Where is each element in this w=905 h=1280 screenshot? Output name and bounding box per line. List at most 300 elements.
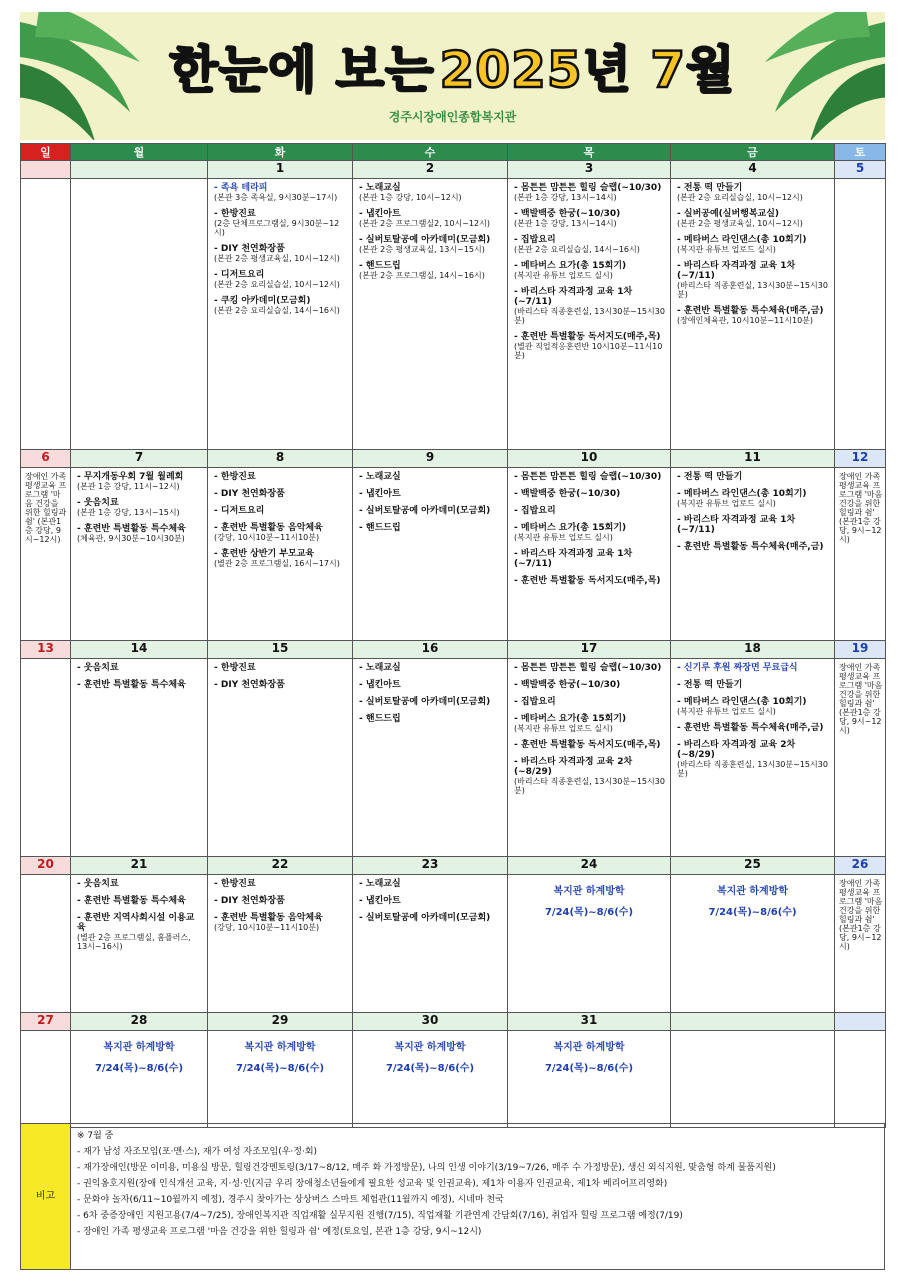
- event-item: [359, 663, 503, 673]
- date-number: 10: [508, 450, 671, 468]
- date-number: 9: [353, 450, 508, 468]
- event-list: [353, 875, 507, 932]
- content-row: [21, 468, 886, 641]
- day-cell: [508, 875, 671, 1013]
- event-title: - 노래교실: [359, 472, 401, 482]
- date-number: 7: [71, 450, 208, 468]
- event-item: [214, 879, 348, 889]
- event-item: [514, 472, 666, 482]
- vacation-line: 복지관 하계방학: [244, 1042, 316, 1053]
- event-detail: (바리스타 직종훈련실, 13시30분~15시30분): [677, 281, 828, 299]
- date-number: [21, 161, 71, 179]
- event-title: - 바리스타 자격과정 교육 1차(~7/11): [514, 287, 633, 307]
- event-title: - 실버토탈공예 아카데미(모금회): [359, 697, 491, 707]
- event-title: - 실버토탈공예 아카데미(모금회): [359, 506, 491, 516]
- event-item: [214, 549, 348, 568]
- vacation-notice: [671, 875, 834, 919]
- day-cell: [835, 875, 886, 1013]
- event-item: [214, 270, 348, 289]
- date-number: 27: [21, 1013, 71, 1031]
- event-item: [214, 183, 348, 202]
- event-item: [677, 697, 830, 716]
- vacation-line: 복지관 하계방학: [394, 1042, 466, 1053]
- vacation-line: 복지관 하계방학: [553, 1042, 625, 1053]
- event-item: [677, 261, 830, 299]
- event-item: [677, 680, 830, 690]
- event-title: - 디저트요리: [214, 270, 265, 280]
- event-detail: (별관 직업적응훈련반 10시10분~11시10분): [514, 342, 663, 360]
- event-title: - DIY 천연화장품: [214, 489, 285, 499]
- notes-label: 비고: [21, 1124, 71, 1270]
- weekday-sat: 토: [835, 144, 886, 161]
- note-line: - 6차 중증장애인 지원고용(7/4~7/25), 장애인복지관 직업재활 실무지원 진행(7/15), 직업재활 기관연계 간담회(7/16), 취업자 힐링 프로그램 예정(7/19): [77, 1211, 683, 1221]
- event-item: [214, 913, 348, 932]
- event-detail: (바리스타 직종훈련실, 13시30분~15시30분): [514, 777, 665, 795]
- vacation-notice: [353, 1031, 507, 1075]
- event-item: [514, 740, 666, 750]
- notes-table: [20, 1123, 885, 1270]
- event-title: - 메타버스 요가(총 15회기): [514, 261, 627, 271]
- event-title: - 한방진료: [214, 472, 256, 482]
- event-item: [214, 489, 348, 499]
- date-number: 5: [835, 161, 886, 179]
- event-title: - 웃음치료: [77, 498, 119, 508]
- event-item: [677, 489, 830, 508]
- event-title: - 집밥요리: [514, 235, 556, 245]
- event-title: - 전통 떡 만들기: [677, 680, 743, 690]
- event-item: [514, 489, 666, 499]
- event-detail: (본관 2층 요리실습실, 14시~16시): [514, 245, 640, 254]
- event-item: [677, 209, 830, 228]
- event-title: - 몸튼튼 맘튼튼 힐링 슬랩(~10/30): [514, 472, 662, 482]
- date-row: [21, 450, 886, 468]
- day-cell: [208, 875, 353, 1013]
- event-title: - 핸드드립: [359, 261, 401, 271]
- day-cell: [353, 659, 508, 857]
- event-detail: (복지관 유튜브 업로드 실시): [514, 533, 613, 542]
- date-row: [21, 641, 886, 659]
- event-title: - 디저트요리: [214, 506, 265, 516]
- organization-name: 경주시장애인종합복지관: [388, 110, 517, 124]
- event-item: [214, 506, 348, 516]
- vacation-line: 복지관 하계방학: [553, 886, 625, 897]
- day-cell: [21, 1031, 71, 1128]
- event-item: [77, 498, 203, 517]
- content-row: [21, 875, 886, 1013]
- event-item: [214, 296, 348, 315]
- event-item: [77, 896, 203, 906]
- day-cell: [508, 468, 671, 641]
- note-line: - 문화야 놀자(6/11~10월까지 예정), 경주시 찾아가는 상상버스 스마트 체험관(11월까지 예정), 시네마 천국: [77, 1195, 504, 1205]
- event-title: - 백발백중 한궁(~10/30): [514, 680, 621, 690]
- event-list: [208, 875, 352, 941]
- event-item: [514, 332, 666, 360]
- event-list: [671, 659, 834, 787]
- event-item: [514, 757, 666, 795]
- date-number: 15: [208, 641, 353, 659]
- date-number: 25: [671, 857, 835, 875]
- event-title: - 냅킨아트: [359, 209, 401, 219]
- event-item: [77, 879, 203, 889]
- date-number: 1: [208, 161, 353, 179]
- day-cell: [21, 659, 71, 857]
- event-title: - 웃음치료: [77, 663, 119, 673]
- event-list: [71, 875, 207, 960]
- weekday-mon: 월: [71, 144, 208, 161]
- event-title: - 노래교실: [359, 663, 401, 673]
- event-title: - 훈련반 특별활동 음악체육: [214, 913, 323, 923]
- date-number: 19: [835, 641, 886, 659]
- event-item: [677, 183, 830, 202]
- day-cell: [835, 659, 886, 857]
- event-title: - DIY 천연화장품: [214, 680, 285, 690]
- event-item: [514, 714, 666, 733]
- event-item: [677, 723, 830, 733]
- event-item: [359, 235, 503, 254]
- event-title: - 전통 떡 만들기: [677, 183, 743, 193]
- event-title: - 훈련반 특별활동 독서지도(매주,목): [514, 332, 661, 342]
- event-detail: (본관 2층 요리실습실, 10시~12시): [214, 280, 340, 289]
- event-item: [514, 287, 666, 325]
- date-row: [21, 161, 886, 179]
- event-detail: (본관 1층 강당, 10시~12시): [359, 193, 462, 202]
- event-list: [671, 179, 834, 334]
- date-number: 22: [208, 857, 353, 875]
- event-list: [508, 179, 670, 369]
- event-item: [214, 896, 348, 906]
- date-row: [21, 857, 886, 875]
- vacation-line: 복지관 하계방학: [716, 886, 789, 897]
- event-detail: (바리스타 직종훈련실, 13시30분~15시30분): [514, 307, 665, 325]
- day-cell: [21, 875, 71, 1013]
- day-cell: [21, 179, 71, 450]
- event-title: - 한방진료: [214, 663, 256, 673]
- event-item: [77, 472, 203, 491]
- note-line: - 재가장애인(방문 이미용, 미용실 방문, 힐링건강멘토링(3/17~8/12, 매주 화 가정방문), 나의 인생 이야기(3/19~7/26, 매주 수 가정방문), 생신 외식지원, 맞춤형 하계 물품지원): [77, 1163, 776, 1173]
- event-list: [353, 659, 507, 733]
- event-title: - 바리스타 자격과정 교육 1차(~7/11): [677, 515, 796, 535]
- day-cell: [208, 1031, 353, 1128]
- event-title: - 집밥요리: [514, 697, 556, 707]
- event-title: - 훈련반 특별활동 특수체육: [77, 680, 186, 690]
- event-item: [214, 472, 348, 482]
- event-list: [208, 468, 352, 577]
- date-number: 6: [21, 450, 71, 468]
- event-item: [359, 261, 503, 280]
- date-number: 13: [21, 641, 71, 659]
- event-item: [214, 209, 348, 237]
- event-title: - 한방진료: [214, 209, 256, 219]
- vacation-line: 7/24(목)~8/6(수): [94, 1063, 184, 1074]
- day-cell: [835, 468, 886, 641]
- event-title: - 훈련반 특별활동 특수체육(매주,금): [677, 306, 824, 316]
- date-number: 21: [71, 857, 208, 875]
- event-item: [677, 663, 830, 673]
- event-title: - 백발백중 한궁(~10/30): [514, 209, 621, 219]
- event-item: [214, 244, 348, 263]
- event-detail: (본관 3층 족욕실, 9시30분~17시): [214, 193, 338, 202]
- event-title: - 훈련반 특별활동 특수체육: [77, 524, 186, 534]
- date-number: 2: [353, 161, 508, 179]
- event-item: [359, 896, 503, 906]
- event-item: [514, 549, 666, 569]
- event-title: - 신기루 후원 짜장면 무료급식: [677, 663, 798, 673]
- date-number: 31: [508, 1013, 671, 1031]
- event-title: - 훈련반 특별활동 특수체육(매주,금): [677, 542, 824, 552]
- event-list: [208, 179, 352, 324]
- vacation-line: 7/24(목)~8/6(수): [544, 1063, 634, 1074]
- event-detail: (복지관 유튜브 업로드 실시): [677, 499, 776, 508]
- event-title: - 훈련반 특별활동 특수체육(매주,금): [677, 723, 824, 733]
- day-cell: [671, 468, 835, 641]
- vacation-notice: [508, 875, 670, 919]
- day-cell: [353, 179, 508, 450]
- event-title: - 메타버스 라인댄스(총 10회기): [677, 235, 807, 245]
- content-row: [21, 1031, 886, 1128]
- event-detail: (복지관 유튜브 업로드 실시): [514, 271, 613, 280]
- day-cell: [671, 1031, 835, 1128]
- date-number: 28: [71, 1013, 208, 1031]
- day-cell: [208, 179, 353, 450]
- event-item: [677, 740, 830, 778]
- event-title: - 메타버스 요가(총 15회기): [514, 714, 627, 724]
- date-number: 16: [353, 641, 508, 659]
- event-title: - 메타버스 라인댄스(총 10회기): [677, 489, 807, 499]
- day-cell: [71, 468, 208, 641]
- event-item: [77, 663, 203, 673]
- date-number: 3: [508, 161, 671, 179]
- event-item: [214, 523, 348, 542]
- event-title: - 핸드드립: [359, 714, 401, 724]
- event-title: - 집밥요리: [514, 506, 556, 516]
- event-detail: (본관 2층 평생교육실, 13시~15시): [359, 245, 485, 254]
- day-cell: [353, 875, 508, 1013]
- title-main: 한눈에 보는: [169, 41, 435, 99]
- event-item: [359, 523, 503, 533]
- event-title: - 쿠킹 아카데미(모금회): [214, 296, 311, 306]
- note-line: - 장애인 가족 평생교육 프로그램 '마음 건강을 위한 힐링과 쉼' 예정(토요일, 본관 1층 강당, 9시~12시): [77, 1227, 482, 1237]
- date-number: 18: [671, 641, 835, 659]
- day-cell: [508, 1031, 671, 1128]
- weekday-sun: 일: [21, 144, 71, 161]
- date-number: 23: [353, 857, 508, 875]
- event-detail: (2층 단체프로그램실, 9시30분~12시): [214, 219, 340, 237]
- event-item: [677, 235, 830, 254]
- weekday-thu: 목: [508, 144, 671, 161]
- event-detail: (별관 2층 프로그램실, 16시~17시): [214, 559, 340, 568]
- day-cell: [835, 179, 886, 450]
- content-row: [21, 659, 886, 857]
- event-detail: (강당, 10시10분~11시10분): [214, 533, 320, 542]
- event-item: [514, 576, 666, 586]
- event-list: [208, 659, 352, 699]
- event-item: [77, 524, 203, 543]
- date-number: 30: [353, 1013, 508, 1031]
- event-title: - 몸튼튼 맘튼튼 힐링 슬랩(~10/30): [514, 663, 662, 673]
- event-title: - 한방진료: [214, 879, 256, 889]
- event-detail: (본관 2층 요리실습실, 14시~16시): [214, 306, 340, 315]
- note-line: - 권익옹호지원(장애 인식개선 교육, 지·성·인(지금 우리 장애청소년들에게 필요한 성교육 및 인권교육), 제1차 이용자 인권교육, 제1차 베리어프리영화): [77, 1179, 668, 1189]
- title-banner: [20, 12, 885, 140]
- event-title: - 실버토탈공예 아카데미(모금회): [359, 913, 491, 923]
- event-item: [677, 306, 830, 325]
- notes-body: [71, 1124, 885, 1270]
- date-number: 26: [835, 857, 886, 875]
- event-item: [514, 235, 666, 254]
- event-item: [359, 913, 503, 923]
- event-detail: (체육관, 9시30분~10시30분): [77, 534, 185, 543]
- event-title: - 족욕 테라피: [214, 183, 268, 193]
- event-detail: (본관 1층 강당, 13시~14시): [514, 219, 617, 228]
- date-number: 12: [835, 450, 886, 468]
- event-item: [77, 680, 203, 690]
- weekend-program-note: 장애인 가족 평생교육 프로그램 '마음 건강을 위한 힐링과 쉼' (본관1층 강당, 9시~12시): [839, 663, 883, 735]
- event-title: - 실버토탈공예 아카데미(모금회): [359, 235, 491, 245]
- day-cell: [71, 179, 208, 450]
- weekend-program-note: 장애인 가족 평생교육 프로그램 '마음 건강을 위한 힐링과 쉼' (본관1층 강당, 9시~12시): [839, 472, 883, 544]
- event-detail: (본관 2층 평생교육실, 10시~12시): [677, 219, 803, 228]
- event-list: [353, 179, 507, 289]
- event-title: - 실버공예(실버행복교실): [677, 209, 780, 219]
- event-title: - 훈련반 지역사회시설 이용교육: [77, 913, 195, 933]
- day-cell: [671, 875, 835, 1013]
- event-item: [514, 680, 666, 690]
- date-row: [21, 1013, 886, 1031]
- event-item: [359, 506, 503, 516]
- event-list: [671, 468, 834, 561]
- event-detail: (바리스타 직종훈련실, 13시30분~15시30분): [677, 760, 828, 778]
- event-title: - DIY 천연화장품: [214, 896, 285, 906]
- event-detail: (본관 1층 강당, 11시~12시): [77, 482, 180, 491]
- event-item: [514, 523, 666, 542]
- event-detail: (복지관 유튜브 업로드 실시): [677, 707, 776, 716]
- vacation-line: 7/24(목)~8/6(수): [385, 1063, 475, 1074]
- event-title: - 몸튼튼 맘튼튼 힐링 슬랩(~10/30): [514, 183, 662, 193]
- event-item: [359, 879, 503, 889]
- event-detail: (본관 2층 요리실습실, 10시~12시): [677, 193, 803, 202]
- day-cell: [21, 468, 71, 641]
- event-title: - 무지개동우회 7월 월례회: [77, 472, 184, 482]
- event-detail: (본관 1층 강당, 13시~14시): [514, 193, 617, 202]
- vacation-line: 7/24(목)~8/6(수): [235, 1063, 325, 1074]
- note-line: ※ 7월 중: [77, 1131, 114, 1141]
- event-title: - 훈련반 특별활동 특수체육: [77, 896, 186, 906]
- event-detail: (본관 2층 프로그램실2, 10시~12시): [359, 219, 490, 228]
- day-cell: [208, 468, 353, 641]
- event-item: [359, 697, 503, 707]
- event-item: [214, 663, 348, 673]
- vacation-notice: [71, 1031, 207, 1075]
- event-item: [677, 472, 830, 482]
- event-title: - DIY 천연화장품: [214, 244, 285, 254]
- event-title: - 훈련반 특별활동 음악체육: [214, 523, 323, 533]
- event-title: - 훈련반 특별활동 독서지도(매주,목): [514, 576, 661, 586]
- day-cell: [353, 1031, 508, 1128]
- weekend-program-note: 장애인 가족 평생교육 프로그램 '마음 건강을 위한 힐링과 쉼' (본관1층 강당, 9시~12시): [25, 472, 67, 544]
- calendar-table: [20, 143, 886, 1128]
- date-number: 4: [671, 161, 835, 179]
- event-detail: (장애인체육관, 10시10분~11시10분): [677, 316, 814, 325]
- day-cell: [71, 1031, 208, 1128]
- vacation-line: 복지관 하계방학: [103, 1042, 175, 1053]
- event-item: [514, 209, 666, 228]
- date-number: 8: [208, 450, 353, 468]
- event-title: - 웃음치료: [77, 879, 119, 889]
- event-title: - 노래교실: [359, 183, 401, 193]
- date-number: 20: [21, 857, 71, 875]
- event-title: - 냅킨아트: [359, 489, 401, 499]
- day-cell: [671, 659, 835, 857]
- weekday-fri: 금: [671, 144, 835, 161]
- event-item: [359, 489, 503, 499]
- event-item: [359, 680, 503, 690]
- event-list: [508, 659, 670, 804]
- event-item: [514, 663, 666, 673]
- event-item: [214, 680, 348, 690]
- event-list: [71, 659, 207, 699]
- date-number: 14: [71, 641, 208, 659]
- date-number: 11: [671, 450, 835, 468]
- event-title: - 메타버스 요가(총 15회기): [514, 523, 627, 533]
- day-cell: [508, 179, 671, 450]
- day-cell: [835, 1031, 886, 1128]
- event-title: - 냅킨아트: [359, 680, 401, 690]
- event-title: - 핸드드립: [359, 523, 401, 533]
- date-number: 29: [208, 1013, 353, 1031]
- event-item: [677, 515, 830, 535]
- event-title: - 바리스타 자격과정 교육 2차(~8/29): [677, 740, 796, 760]
- event-title: - 훈련반 특별활동 독서지도(매주,목): [514, 740, 661, 750]
- day-cell: [71, 659, 208, 857]
- day-cell: [508, 659, 671, 857]
- event-list: [71, 468, 207, 552]
- event-title: - 노래교실: [359, 879, 401, 889]
- day-cell: [353, 468, 508, 641]
- vacation-line: 7/24(목)~8/6(수): [708, 907, 797, 918]
- event-item: [677, 542, 830, 552]
- event-detail: (본관 2층 평생교육실, 10시~12시): [214, 254, 340, 263]
- day-cell: [671, 179, 835, 450]
- day-cell: [71, 875, 208, 1013]
- event-detail: (복지관 유튜브 업로드 실시): [677, 245, 776, 254]
- content-row: [21, 179, 886, 450]
- weekday-header-row: [21, 144, 886, 161]
- date-number: [671, 1013, 835, 1031]
- event-item: [359, 209, 503, 228]
- event-item: [359, 183, 503, 202]
- event-item: [77, 913, 203, 951]
- weekend-program-note: 장애인 가족 평생교육 프로그램 '마음 건강을 위한 힐링과 쉼' (본관1층 강당, 9시~12시): [839, 879, 883, 951]
- event-detail: (복지관 유튜브 업로드 실시): [514, 724, 613, 733]
- event-title: - 메타버스 라인댄스(총 10회기): [677, 697, 807, 707]
- date-number: [71, 161, 208, 179]
- vacation-notice: [208, 1031, 352, 1075]
- event-list: [353, 468, 507, 542]
- event-item: [359, 472, 503, 482]
- date-number: [835, 1013, 886, 1031]
- vacation-line: 7/24(목)~8/6(수): [544, 907, 634, 918]
- weekday-wed: 수: [353, 144, 508, 161]
- event-detail: (강당, 10시10분~11시10분): [214, 923, 320, 932]
- event-title: - 바리스타 자격과정 교육 1차(~7/11): [514, 549, 633, 569]
- event-title: - 훈련반 상반기 부모교육: [214, 549, 315, 559]
- event-list: [508, 468, 670, 595]
- weekday-tue: 화: [208, 144, 353, 161]
- title-month: 2025년 7월: [439, 41, 736, 99]
- page-title: [20, 30, 885, 102]
- event-detail: (별관 2층 프로그램실, 홈플러스, 13시~16시): [77, 933, 191, 951]
- day-cell: [208, 659, 353, 857]
